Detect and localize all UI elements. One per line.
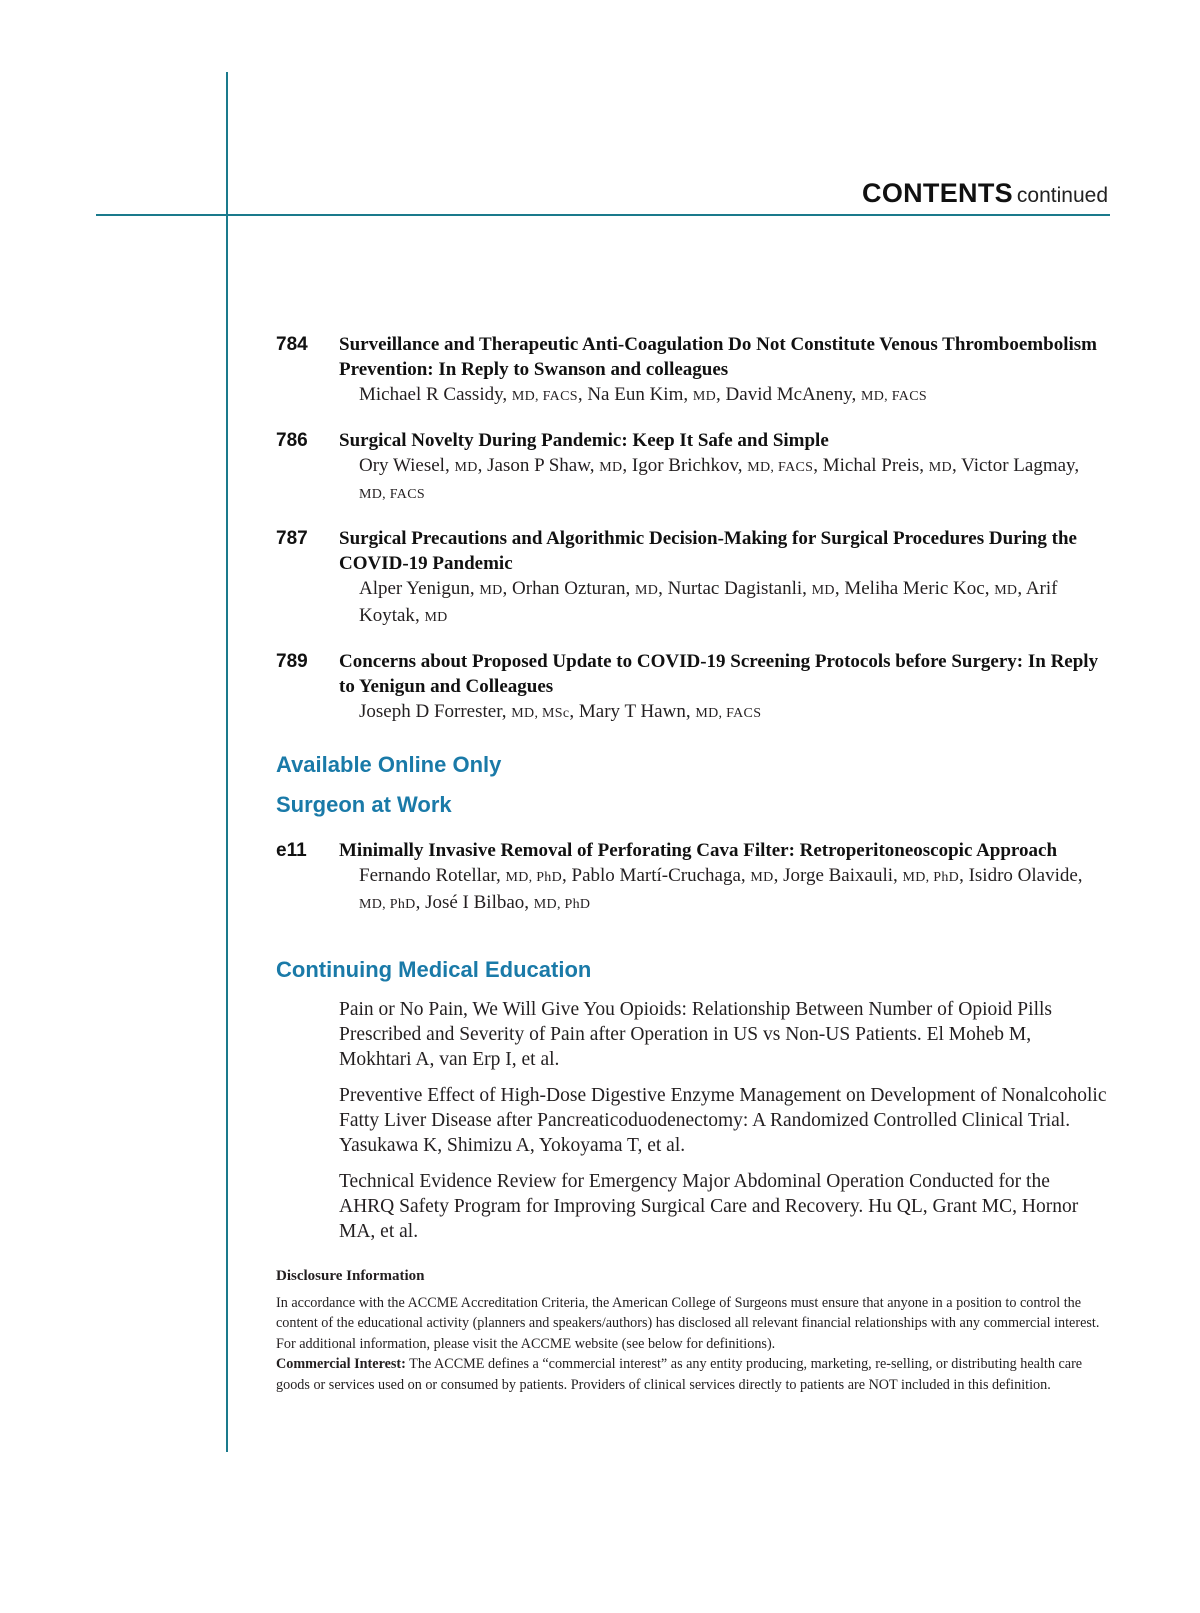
- author-degree: MD, PhD: [359, 897, 416, 912]
- author-list: Michael R Cassidy, MD, FACS, Na Eun Kim, MD, David McAneny, MD, FACS: [359, 384, 927, 405]
- author-degree: MD: [599, 460, 623, 475]
- page-number: 786: [276, 430, 308, 451]
- author-degree: MD: [454, 460, 478, 475]
- author-name: Alper Yenigun: [359, 578, 470, 599]
- author-name: Meliha Meric Koc: [844, 578, 985, 599]
- page-header: [862, 178, 1108, 209]
- author-name: David McAneny: [725, 384, 852, 405]
- cme-list: [276, 997, 1108, 1244]
- horizontal-rule: [96, 214, 1110, 216]
- author-name: Arif Koytak: [359, 578, 1058, 626]
- author-name: Victor Lagmay: [961, 455, 1075, 476]
- section-cme: Continuing Medical Education: [276, 957, 592, 982]
- disclosure-paragraph: In accordance with the ACCME Accreditation Criteria, the American College of Surgeons must ensure that anyone in a position to control the content of the educational activity (planners and speakers/authors) has disclosed all relevant financial relationships with any commercial interest. For additional information, please visit the ACCME website (see below for definitions).: [276, 1294, 1100, 1352]
- author-name: Ory Wiesel: [359, 455, 445, 476]
- author-list: Fernando Rotellar, MD, PhD, Pablo Martí-Cruchaga, MD, Jorge Baixauli, MD, PhD, Isidro Olavide, MD, PhD, José I Bilbao, MD, PhD: [359, 865, 1083, 913]
- author-list: Alper Yenigun, MD, Orhan Ozturan, MD, Nurtac Dagistanli, MD, Meliha Meric Koc, MD, Arif Koytak, MD: [359, 578, 1058, 626]
- author-degree: MD: [424, 610, 448, 625]
- author-degree: MD: [928, 460, 952, 475]
- article-title: Concerns about Proposed Update to COVID-19 Screening Protocols before Surgery: In Reply to Yenigun and Colleagues: [339, 651, 1099, 697]
- author-name: Pablo Martí-Cruchaga: [571, 865, 741, 886]
- author-degree: MD: [750, 870, 774, 885]
- author-degree: MD, FACS: [359, 487, 425, 502]
- page-number: 784: [276, 334, 308, 355]
- contents-body: [276, 332, 1108, 1395]
- article-title: Surgical Novelty During Pandemic: Keep It Safe and Simple: [339, 430, 829, 451]
- vertical-rule: [226, 72, 228, 1452]
- author-name: Michal Preis: [822, 455, 920, 476]
- author-degree: MD: [479, 583, 503, 598]
- toc-entry: [276, 428, 1108, 507]
- toc-entry: [276, 649, 1108, 726]
- author-list: Joseph D Forrester, MD, MSc, Mary T Hawn, MD, FACS: [359, 701, 762, 722]
- contents-subtitle: continued: [1016, 184, 1108, 207]
- cme-article: Pain or No Pain, We Will Give You Opioids: Relationship Between Number of Opioid Pills Prescribed and Severity of Pain after Operation in US vs Non-US Patients. El Moheb M, Mokhtari A, van Erp I, et al.: [339, 999, 1052, 1070]
- author-name: Igor Brichkov: [631, 455, 738, 476]
- author-degree: MD, FACS: [511, 389, 578, 404]
- author-degree: MD: [811, 583, 835, 598]
- author-name: Na Eun Kim: [587, 384, 684, 405]
- author-degree: MD: [994, 583, 1018, 598]
- contents-entries: [276, 332, 1108, 726]
- author-degree: MD, FACS: [860, 389, 927, 404]
- author-name: Mary T Hawn: [578, 701, 686, 722]
- author-degree: MD, PhD: [902, 870, 960, 885]
- author-name: Jason P Shaw: [487, 455, 590, 476]
- commercial-interest-definition: [276, 1354, 1108, 1395]
- author-degree: MD, FACS: [695, 706, 762, 721]
- section-online-only: Available Online Only: [276, 752, 502, 777]
- disclosure-block: [276, 1266, 1108, 1395]
- toc-entry: [276, 332, 1108, 409]
- author-degree: MD, MSc: [511, 706, 570, 721]
- author-degree: MD, FACS: [747, 460, 814, 475]
- toc-entry: [276, 526, 1108, 630]
- author-degree: MD, PhD: [505, 870, 563, 885]
- author-name: Joseph D Forrester: [359, 701, 502, 722]
- page-number: 787: [276, 528, 308, 549]
- cme-article: Preventive Effect of High-Dose Digestive Enzyme Management on Development of Nonalcoholic Fatty Liver Disease after Pancreaticoduodenectomy: A Randomized Controlled Clinical Trial. Yasukawa K, Shimizu A, Yokoyama T, et al.: [339, 1085, 1107, 1156]
- author-list: Ory Wiesel, MD, Jason P Shaw, MD, Igor Brichkov, MD, FACS, Michal Preis, MD, Victor Lagmay, MD, FACS: [359, 455, 1080, 502]
- author-name: Fernando Rotellar: [359, 865, 496, 886]
- author-name: José I Bilbao: [425, 892, 525, 913]
- toc-entry: [276, 838, 1108, 917]
- author-name: Jorge Baixauli: [783, 865, 893, 886]
- author-name: Nurtac Dagistanli: [667, 578, 803, 599]
- author-degree: MD: [692, 389, 717, 404]
- article-title: Minimally Invasive Removal of Perforating Cava Filter: Retroperitoneoscopic Approach: [339, 840, 1058, 861]
- page-number: 789: [276, 651, 308, 672]
- article-title: Surveillance and Therapeutic Anti-Coagulation Do Not Constitute Venous Thromboembolism Prevention: In Reply to Swanson and colleagues: [339, 334, 1097, 380]
- cme-article: Technical Evidence Review for Emergency Major Abdominal Operation Conducted for the AHRQ Safety Program for Improving Surgical Care and Recovery. Hu QL, Grant MC, Hornor MA, et al.: [339, 1171, 1079, 1242]
- article-title: Surgical Precautions and Algorithmic Decision-Making for Surgical Procedures During the COVID-19 Pandemic: [339, 528, 1077, 574]
- author-degree: MD, PhD: [533, 897, 591, 912]
- online-entries: [276, 838, 1108, 917]
- author-name: Michael R Cassidy: [359, 384, 503, 405]
- commercial-interest-text: The ACCME defines a “commercial interest” as any entity producing, marketing, re-selling, or distributing health care goods or services used on or consumed by patients. Providers of clinical services directly to patients are NOT included in this definition.: [276, 1356, 1083, 1393]
- author-name: Isidro Olavide: [968, 865, 1078, 886]
- author-degree: MD: [634, 583, 659, 598]
- page-number: e11: [276, 840, 307, 861]
- author-name: Orhan Ozturan: [512, 578, 626, 599]
- section-surgeon-at-work: Surgeon at Work: [276, 792, 452, 817]
- disclosure-heading: Disclosure Information: [276, 1268, 425, 1284]
- contents-title: CONTENTS: [862, 178, 1013, 208]
- commercial-interest-label: Commercial Interest:: [276, 1356, 406, 1372]
